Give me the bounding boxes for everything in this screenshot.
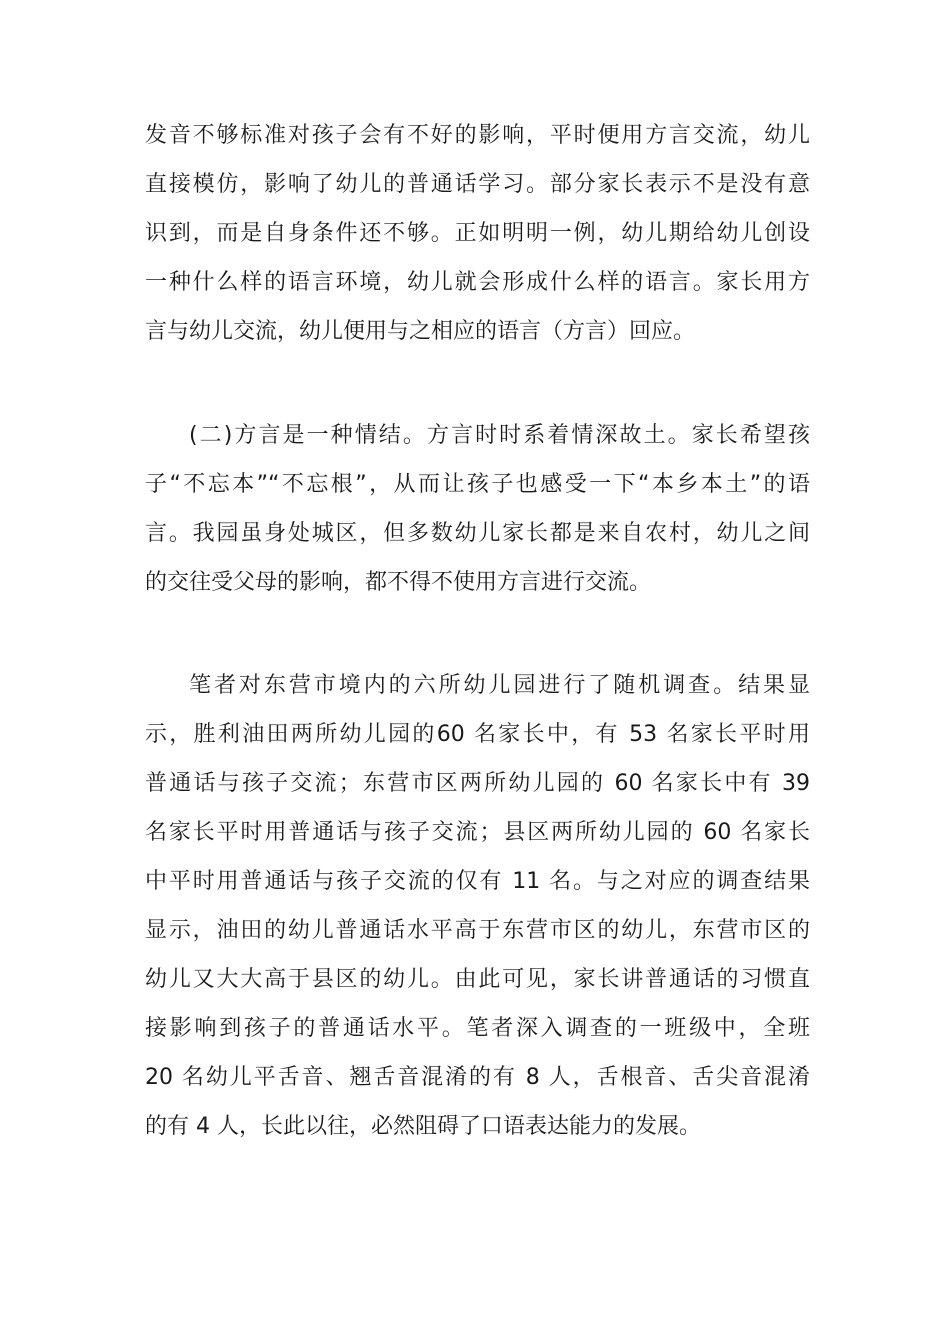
- paragraph-line: 言。我园虽身处城区，但多数幼儿家长都是来自农村，幼儿之间: [145, 521, 810, 546]
- paragraph-line: 示，胜利油田两所幼儿园的60 名家长中，有 53 名家长平时用: [145, 722, 810, 747]
- paragraph-2: [145, 411, 810, 607]
- paragraph-line: 的有 4 人，长此以往，必然阻碍了口语表达能力的发展。: [145, 1114, 701, 1139]
- paragraph-line: 中平时用普通话与孩子交流的仅有 11 名。与之对应的调查结果: [145, 869, 810, 894]
- paragraph-line: 幼儿又大大高于县区的幼儿。由此可见，家长讲普通话的习惯直: [145, 967, 810, 992]
- paragraph-line: 直接模仿，影响了幼儿的普通话学习。部分家长表示不是没有意: [145, 172, 810, 197]
- paragraph-line: (二)方言是一种情结。方言时时系着情深故土。家长希望孩: [189, 423, 810, 448]
- paragraph-line: 普通话与孩子交流；东营市区两所幼儿园的 60 名家长中有 39: [145, 771, 810, 796]
- paragraph-line: 20 名幼儿平舌音、翘舌音混淆的有 8 人，舌根音、舌尖音混淆: [145, 1065, 810, 1090]
- paragraph-1: [145, 111, 810, 356]
- paragraph-line: 发音不够标准对孩子会有不好的影响，平时便用方言交流，幼儿: [145, 123, 810, 148]
- paragraph-line: 识到，而是自身条件还不够。正如明明一例，幼儿期给幼儿创设: [145, 221, 810, 246]
- paragraph-line: 显示，油田的幼儿普通话水平高于东营市区的幼儿，东营市区的: [145, 918, 810, 943]
- paragraph-line: 一种什么样的语言环境，幼儿就会形成什么样的语言。家长用方: [145, 270, 810, 295]
- paragraph-line: 接影响到孩子的普通话水平。笔者深入调查的一班级中，全班: [145, 1016, 810, 1041]
- paragraph-line: 言与幼儿交流，幼儿便用与之相应的语言（方言）回应。: [145, 319, 696, 344]
- paragraph-3: [145, 661, 810, 1151]
- paragraph-line: 子“不忘本”“不忘根”，从而让孩子也感受一下“本乡本土”的语: [145, 472, 810, 497]
- paragraph-line: 的交往受父母的影响，都不得不使用方言进行交流。: [145, 570, 652, 595]
- paragraph-line: 笔者对东营市境内的六所幼儿园进行了随机调查。结果显: [189, 673, 810, 698]
- paragraph-line: 名家长平时用普通话与孩子交流；县区两所幼儿园的 60 名家长: [145, 820, 810, 845]
